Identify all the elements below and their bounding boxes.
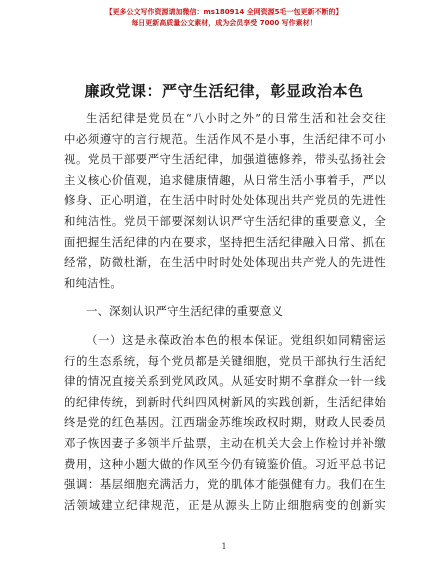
- banner-line-2: 每日更新高质量公文素材，成为会员享受 7000 写作素材！: [131, 19, 317, 27]
- text-line: 面把握生活纪律的内在要求，坚持把生活纪律融入日常、抓在: [64, 234, 386, 249]
- paragraph-intro: [64, 108, 386, 293]
- text-line: 和纯洁性。党员干部要深刻认识严守生活纪律的重要意义，全: [64, 213, 386, 228]
- header-banner: [0, 7, 448, 28]
- text-line: 中必须遵守的言行规范。生活作风不是小事，生活纪律不可小: [64, 131, 386, 146]
- text-line: （一）这是永葆政治本色的根本保证。党组织如同精密运: [86, 332, 386, 347]
- text-line: 生活纪律是党员在“八小时之外”的日常生活和社会交往: [86, 111, 386, 125]
- text-line: 费用，这种小题大做的作风至今仍有镜鉴价值。习近平总书记: [64, 456, 386, 471]
- document-title: 廉政党课：严守生活纪律，彰显政治本色: [84, 82, 364, 100]
- text-line: 和纯洁性。: [64, 275, 122, 290]
- banner-line-1: 【更多公文写作资源请加微信：ms180914 全网资源5毛一包更新不断的】: [105, 8, 343, 16]
- page-number: 1: [221, 542, 227, 551]
- text-line: 修身、正心明道，在生活中时时处处体现出共产党员的先进性: [64, 193, 386, 208]
- text-line: 的纪律传统，到新时代纠四风树新风的实践创新，生活纪律始: [64, 394, 386, 409]
- text-line: 主义核心价值观，追求健康情趣，从日常生活小事着手，严以: [64, 172, 386, 187]
- text-line: 强调：基层细胞充满活力，党的肌体才能强健有力。我们在生: [64, 477, 386, 492]
- text-line: 律的情况直接关系到党风政风。从延安时期不拿群众一针一线: [64, 374, 386, 389]
- text-line: 经常，防微杜渐，在生活中时时处处体现出共产党人的先进性: [64, 255, 386, 270]
- text-line: 行的生态系统，每个党员都是关键细胞，党员干部执行生活纪: [64, 353, 386, 368]
- section-heading: 一、深刻认识严守生活纪律的重要意义: [86, 304, 284, 319]
- text-line: 视。党员干部要严守生活纪律，加强道德修养，带头弘扬社会: [64, 152, 386, 167]
- document-body: [64, 108, 386, 515]
- text-line: 邓子恢因妻子多领半斤盐票，主动在机关大会上作检讨并补缴: [64, 435, 386, 450]
- text-line: 活领域建立纪律规范，正是从源头上防止细胞病变的创新实: [64, 497, 386, 512]
- paragraph-section-1: [64, 330, 386, 515]
- text-line: 终是党的红色基因。江西瑞金苏维埃政权时期，财政人民委员: [64, 415, 386, 430]
